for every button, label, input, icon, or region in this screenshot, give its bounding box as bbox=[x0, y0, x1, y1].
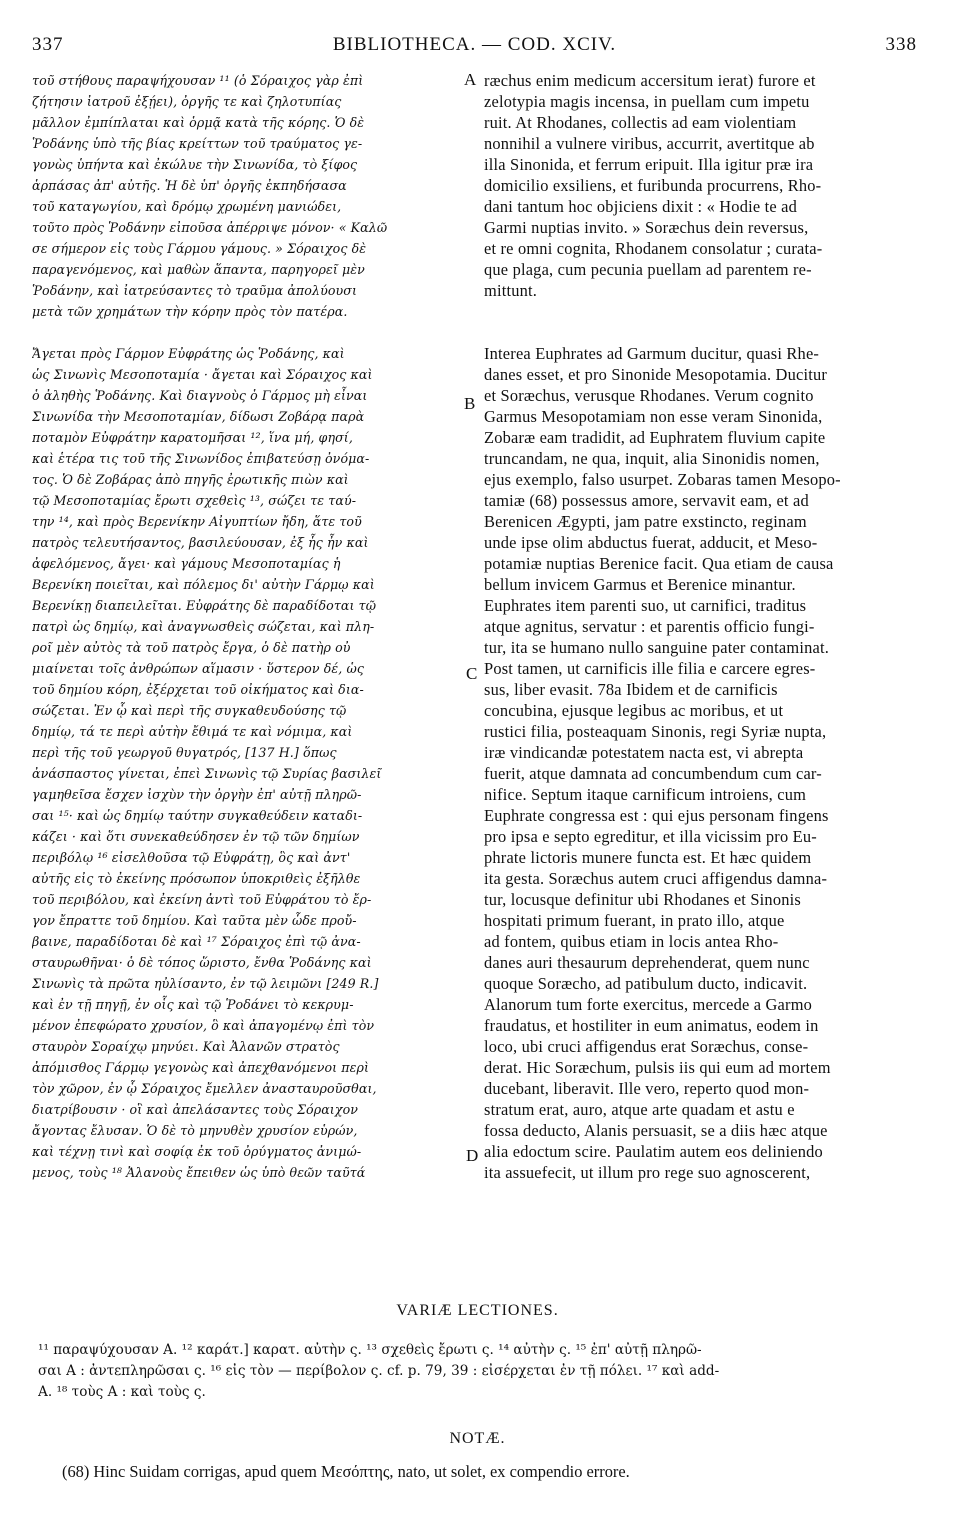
greek-text-line: γαμηθεῖσα ἔσχεν ἰσχὺν τὴν ὀργὴν ἐπ' αὐτῇ πληρῶ- bbox=[32, 787, 362, 802]
greek-text-line: ὁ ἀληθὴς Ῥοδάνης. Καὶ διαγνοὺς ὁ Γάρμος μὴ εἶναι bbox=[32, 388, 368, 403]
greek-text-line: μετὰ τῶν χρημάτων τὴν κόρην πρὸς τὸν πατέρα. bbox=[32, 304, 348, 319]
greek-text-line: ὡς Σινωνὶς Μεσοποταμία · ἄγεται καὶ Σόραιχος καὶ bbox=[32, 367, 373, 382]
latin-text-line: ad fontem, quibus etiam in locis antea Rho- bbox=[484, 932, 779, 951]
notae-heading: NOTÆ. bbox=[449, 1430, 506, 1447]
latin-text-line: que plaga, cum pecunia puellam ad parentem re- bbox=[484, 260, 812, 279]
latin-text-line: potamiæ nuptias Berenice facit. Qua etiam de causa bbox=[484, 554, 834, 573]
latin-text-line: mittunt. bbox=[484, 281, 538, 300]
latin-text-line: fossa deducto, Alanis persuasit, se a diis hæc atque bbox=[484, 1121, 828, 1140]
latin-text-line: Alanorum tum forte exercitus, mercede a Garmo bbox=[484, 995, 813, 1014]
greek-text-line: ἁρπάσας ἀπ' αὐτῆς. Ἡ δὲ ὑπ' ὀργῆς ἐκπηδήσασα bbox=[32, 178, 347, 193]
latin-text-line: Post tamen, ut carnificis ille filia e carcere egres- bbox=[484, 659, 816, 678]
variae-lectiones-heading: VARIÆ LECTIONES. bbox=[396, 1302, 559, 1319]
latin-text-line: tur, ita se humano nullo sanguine pater contaminat. bbox=[484, 638, 830, 657]
latin-text-line: ruit. At Rhodanes, collectis ad eam violentiam bbox=[484, 113, 797, 132]
greek-text-line: πατρὸς τελευτήσαντος, βασιλεύουσαν, ἐξ ἧς ἦν καὶ bbox=[32, 535, 369, 550]
latin-text-line: stratum erat, auro, atque arte quadam et astu e bbox=[484, 1100, 795, 1119]
greek-text-line: Ῥοδάνην, καὶ ἰατρεύσαντες τὸ τραῦμα ἀπολύουσι bbox=[32, 283, 358, 298]
greek-text-line: τοῦ δημίου κόρη, ἐξέρχεται τοῦ οἰκήματος καὶ δια- bbox=[32, 682, 364, 697]
greek-text-line: Βερενίκῃ διαπειλεῖται. Εὐφράτης δὲ παραδίδοται τῷ bbox=[32, 598, 377, 613]
latin-text-line: nifice. Septum itaque carnificum introiens, cum bbox=[484, 785, 807, 804]
greek-text-line: Βερενίκη ποιεῖται, καὶ πόλεμος δι' αὐτὴν Γάρμῳ καὶ bbox=[32, 577, 375, 592]
latin-text-line: hospitati primum fuerant, in prato illo, atque bbox=[484, 911, 785, 930]
greek-text-line: Σινωνὶς τὰ πρῶτα ηὐλίσαντο, ἐν τῷ λειμῶνι [249 R.] bbox=[32, 976, 379, 991]
greek-text-line: περιβόλῳ ¹⁶ εἰσελθοῦσα τῷ Εὐφράτῃ, ὃς καὶ ἀντ' bbox=[32, 850, 351, 865]
greek-text-line: βαινε, παραδίδοται δὲ καὶ ¹⁷ Σόραιχος ἐπὶ τῷ ἀνα- bbox=[32, 934, 361, 949]
latin-text-line: sus, liber evasit. 78a Ibidem et de carnificis bbox=[484, 680, 778, 699]
latin-text-line: unde ipse olim abductus fuerat, adducit, et Meso- bbox=[484, 533, 818, 552]
greek-text-line: σώζεται. Ἐν ᾧ καὶ περὶ τῆς συγκαθευδούσης τῷ bbox=[32, 703, 347, 718]
latin-text-line: danes esset, et pro Sinonide Mesopotamia. Ducitur bbox=[484, 365, 828, 384]
greek-text-line: τοῦτο πρὸς Ῥοδάνην εἰποῦσα ἀπέρριψε μόνον· « Καλῶ bbox=[32, 220, 388, 235]
greek-text-line: σε σήμερον εἰς τοὺς Γάρμου γάμους. » Σόραιχος δὲ bbox=[32, 241, 367, 256]
greek-text-line: μένον ἐπεφώρατο χρυσίον, ὃ καὶ ἀπαγομένῳ ἐπὶ τὸν bbox=[32, 1018, 375, 1033]
latin-text-line: fraudatus, et hostiliter in eum animatus, eodem in bbox=[484, 1016, 819, 1035]
greek-text-line: τοῦ στήθους παραψήχουσαν ¹¹ (ὁ Σόραιχος γὰρ ἐπὶ bbox=[32, 73, 364, 88]
latin-text-line: Garmi nuptias invito. » Soræchus dein reversus, bbox=[484, 218, 809, 237]
greek-text-line: τοῦ καταγωγίου, καὶ δρόμῳ χρωμένη μανιώδει, bbox=[32, 199, 342, 214]
greek-text-line: καὶ τέχνῃ τινὶ καὶ σοφίᾳ ἐκ τοῦ ὀρύγματος ἀνιμώ- bbox=[32, 1144, 362, 1159]
latin-text-line: derat. Hic Soræchum, pulsis iis qui eum ad mortem bbox=[484, 1058, 831, 1077]
latin-text-column bbox=[484, 70, 916, 1183]
latin-text-line: phrate lictoris munere functa est. Et hæc quidem bbox=[484, 848, 812, 867]
greek-text-line: πατρὶ ὡς δημίῳ, καὶ ἀναγνωσθεὶς σώζεται, καὶ πλη- bbox=[32, 619, 375, 634]
greek-text-line: παραγενόμενος, καὶ μαθὼν ἅπαντα, παρηγορεῖ μὲν bbox=[32, 262, 365, 277]
page-header bbox=[32, 34, 917, 60]
latin-text-line: domicilio exsiliens, et furibunda procurrens, Rho- bbox=[484, 176, 822, 195]
latin-text-line: ejus exemplo, falso usurpet. Zobaras tamen Mesopo- bbox=[484, 470, 841, 489]
greek-text-line: σταυρωθῆναι· ὁ δὲ τόπος ὥριστο, ἔνθα Ῥοδάνης καὶ bbox=[32, 955, 372, 970]
latin-text-line: ita gesta. Soræchus autem cruci affigendus damna- bbox=[484, 869, 828, 888]
latin-text-line: dani tantum hoc objiciens dixit : « Hodie te ad bbox=[484, 197, 798, 216]
latin-text-line bbox=[484, 301, 916, 322]
variae-lectiones bbox=[38, 1340, 919, 1403]
greek-text-line: ροῖ μὲν αὐτὸς τὰ τοῦ πατρὸς ἔργα, ὁ δὲ πατὴρ οὐ bbox=[32, 640, 351, 655]
greek-text-line: ζήτησιν ἰατροῦ ἐξῄει), ὀργῆς τε καὶ ζηλοτυπίας bbox=[32, 94, 342, 109]
latin-text-line bbox=[484, 322, 916, 343]
latin-text-line: iræ vindicandæ potestatem nacta est, vi abrepta bbox=[484, 743, 804, 762]
latin-text-line: atque agnitus, servatur : et parentis officio fungi- bbox=[484, 617, 815, 636]
greek-text-line: ποταμὸν Εὐφράτην καρατομῆσαι ¹², ἵνα μή, φησί, bbox=[32, 430, 353, 445]
greek-text-line: τοῦ περιβόλου, καὶ ἐκείνη ἀντὶ τοῦ Εὐφράτου τὸ ἔρ- bbox=[32, 892, 372, 907]
greek-text-line: ἀφελόμενος, ἄγει· καὶ γάμους Μεσοποταμίας ἡ bbox=[32, 556, 341, 571]
variant-reading-line: σαι A : ἀντεπληρῶσαι ς. ¹⁶ εἰς τὸν — περίβολον ς. cf. p. 79, 39 : εἰσέρχεται ἐν τῇ πόλει. ¹⁷ καὶ add- bbox=[38, 1363, 720, 1379]
latin-text-line: loco, ubi cruci affigendus erat Soræchus, conse- bbox=[484, 1037, 809, 1056]
greek-text-line: διατρίβουσιν · οἳ καὶ ἀπελάσαντες τοὺς Σόραιχον bbox=[32, 1102, 359, 1117]
greek-text-line: γονὼς ὑπήντα καὶ ἐκώλυε τὴν Σινωνίδα, τὸ ξίφος bbox=[32, 157, 358, 172]
latin-text-line: ræchus enim medicum accersitum ierat) furore et bbox=[484, 71, 816, 90]
margin-letter-b: B bbox=[464, 394, 476, 413]
variant-reading-line: A. ¹⁸ τοὺς A : καὶ τοὺς ς. bbox=[38, 1384, 206, 1400]
latin-text-line: illa Sinonida, et ferrum eripuit. Illa igitur præ ira bbox=[484, 155, 814, 174]
greek-text-column bbox=[32, 70, 472, 1183]
latin-text-line: ducebant, liberavit. Ille vero, reperto quod mon- bbox=[484, 1079, 810, 1098]
page-number-right: 338 bbox=[885, 34, 917, 55]
greek-text-line: καὶ ἐν τῇ πηγῇ, ἐν οἷς καὶ τῷ Ῥοδάνει τὸ κεκρυμ- bbox=[32, 997, 354, 1012]
margin-letter-d: D bbox=[466, 1146, 479, 1165]
latin-text-line: Berenicen Ægypti, jam patre exstincto, reginam bbox=[484, 512, 807, 531]
latin-text-line: tur, locusque definitur ubi Rhodanes et Sinonis bbox=[484, 890, 801, 909]
greek-text-line: μενος, τοὺς ¹⁸ Ἀλανοὺς ἔπειθεν ὡς ὑπὸ θεῶν ταῦτά bbox=[32, 1165, 366, 1180]
latin-text-line: et Soræchus, verusque Rhodanes. Verum cognito bbox=[484, 386, 814, 405]
latin-text-line: et re omni cognita, Rhodanem consolatur ; curata- bbox=[484, 239, 823, 258]
greek-text-line: ἄγοντας ἔλυσαν. Ὁ δὲ τὸ μηνυθὲν χρυσίον εὑρών, bbox=[32, 1123, 358, 1138]
margin-letter-a: A bbox=[464, 70, 477, 89]
greek-text-line: τος. Ὁ δὲ Ζοβάρας ἀπὸ πηγῆς ἐρωτικῆς πιὼν καὶ bbox=[32, 472, 349, 487]
latin-text-line: Zobaræ eam tradidit, ad Euphratem fluvium capite bbox=[484, 428, 826, 447]
margin-letter-c: C bbox=[466, 664, 478, 683]
latin-text-line: tamiæ (68) possessus amore, servavit eam, et ad bbox=[484, 491, 809, 510]
latin-text-line: ita assuefecit, ut illum pro rege suo agnoscerent, bbox=[484, 1163, 811, 1182]
greek-text-line: αὐτῆς εἰς τὸ ἐκείνης πρόσωπον ὑποκριθεὶς ἐξῆλθε bbox=[32, 871, 361, 886]
latin-text-line: pro ipsa e septo egreditur, et illa vicissim pro Eu- bbox=[484, 827, 817, 846]
greek-text-line: Ἄγεται πρὸς Γάρμον Εὐφράτης ὡς Ῥοδάνης, καὶ bbox=[32, 346, 345, 361]
greek-text-line: μιαίνεται τοῖς ἀνθρώπων αἵμασιν · ὕστερον δέ, ὡς bbox=[32, 661, 364, 676]
greek-text-line: κάζει · καὶ ὅτι συνεκαθεύδησεν ἐν τῷ τῶν δημίων bbox=[32, 829, 360, 844]
latin-text-line: fuerit, atque damnata ad concumbendum cum car- bbox=[484, 764, 822, 783]
greek-text-line: καὶ ἑτέρα τις τοῦ τῆς Σινωνίδος ἐπιβατεύσῃ ὀνόμα- bbox=[32, 451, 370, 466]
latin-text-line: rustici filia, posteaquam Sinonis, regi Syriæ nupta, bbox=[484, 722, 827, 741]
page-number-left: 337 bbox=[32, 34, 64, 55]
greek-text-line: σαι ¹⁵· καὶ ὡς δημίῳ ταύτην συγκαθεύδειν καταδι- bbox=[32, 808, 363, 823]
latin-text-line: danes auri thesaurum deprehenderat, quem nunc bbox=[484, 953, 810, 972]
variant-reading-line: ¹¹ παραψύχουσαν A. ¹² καράτ.] καρατ. αὐτὴν ς. ¹³ σχεθεὶς ἔρωτι ς. ¹⁴ αὐτὴν ς. ¹⁵ ἐπ' αὐτῇ πληρῶ- bbox=[38, 1342, 702, 1358]
latin-text-line: Garmus Mesopotamiam non esse veram Sinonida, bbox=[484, 407, 823, 426]
latin-text-line: quoque Soræcho, ad patibulum ducto, indicavit. bbox=[484, 974, 808, 993]
greek-text-line: γον ἔπραττε τοῦ δημίου. Καὶ ταῦτα μὲν ὧδε προὔ- bbox=[32, 913, 357, 928]
latin-text-line: zelotypia magis incensa, in puellam cum impetu bbox=[484, 92, 810, 111]
latin-text-line: Euphrate congressa est : qui ejus personam fingens bbox=[484, 806, 829, 825]
latin-text-line: Interea Euphrates ad Garmum ducitur, quasi Rhe- bbox=[484, 344, 820, 363]
greek-text-line: ἀνάσπαστος γίνεται, ἐπεὶ Σινωνὶς τῷ Συρίας βασιλεῖ bbox=[32, 766, 382, 781]
latin-text-line: bellum invicem Garmus et Berenice minantur. bbox=[484, 575, 796, 594]
greek-text-line: τῷ Μεσοποταμίας ἔρωτι σχεθεὶς ¹³, σώζει τε ταύ- bbox=[32, 493, 357, 508]
greek-text-line bbox=[32, 322, 472, 343]
greek-text-line: ἀπόμισθος Γάρμῳ γεγονὼς καὶ ἀπεχθανόμενοι περὶ bbox=[32, 1060, 370, 1075]
greek-text-line: τὸν χῶρον, ἐν ᾧ Σόραιχος ἔμελλεν ἀνασταυροῦσθαι, bbox=[32, 1081, 377, 1096]
greek-text-line: την ¹⁴, καὶ πρὸς Βερενίκην Αἰγυπτίων ἤδη, ἅτε τοῦ bbox=[32, 514, 362, 529]
greek-text-line: δημίῳ, τά τε περὶ αὐτὴν ἔθιμά τε καὶ νόμιμα, καὶ bbox=[32, 724, 353, 739]
greek-text-line: Σινωνίδα τὴν Μεσοποταμίαν, δίδωσι Ζοβάρᾳ παρὰ bbox=[32, 409, 365, 424]
greek-text-line: περὶ τῆς τοῦ γεωργοῦ θυγατρός, [137 H.] ὅπως bbox=[32, 745, 337, 760]
greek-text-line: Ῥοδάνης ὑπὸ τῆς βίας κρείττων τοῦ τραύματος γε- bbox=[32, 136, 363, 151]
latin-text-line: alia edoctum scire. Paulatim autem eos deliniendo bbox=[484, 1142, 823, 1161]
latin-text-line: Euphrates item parenti suo, ut carnifici, traditus bbox=[484, 596, 807, 615]
latin-text-line: truncandam, ne qua, inquit, alia Sinonidis nomen, bbox=[484, 449, 820, 468]
greek-text-line: σταυρὸν Σοραίχῳ μηνύει. Καὶ Ἀλανῶν στρατὸς bbox=[32, 1039, 340, 1054]
greek-text-line: μᾶλλον ἐμπίπλαται καὶ ὁρμᾷ κατὰ τῆς κόρης. Ὁ δὲ bbox=[32, 115, 365, 130]
latin-text-line: concubina, ejusque legibus ac moribus, et ut bbox=[484, 701, 784, 720]
latin-text-line: nonnihil a vulnere viribus, accurrit, avertitque ab bbox=[484, 134, 815, 153]
running-title: BIBLIOTHECA. — COD. XCIV. bbox=[332, 34, 617, 55]
notae-text: (68) Hinc Suidam corrigas, apud quem Μεσόπτης, nato, ut solet, ex compendio errore. bbox=[62, 1462, 630, 1481]
